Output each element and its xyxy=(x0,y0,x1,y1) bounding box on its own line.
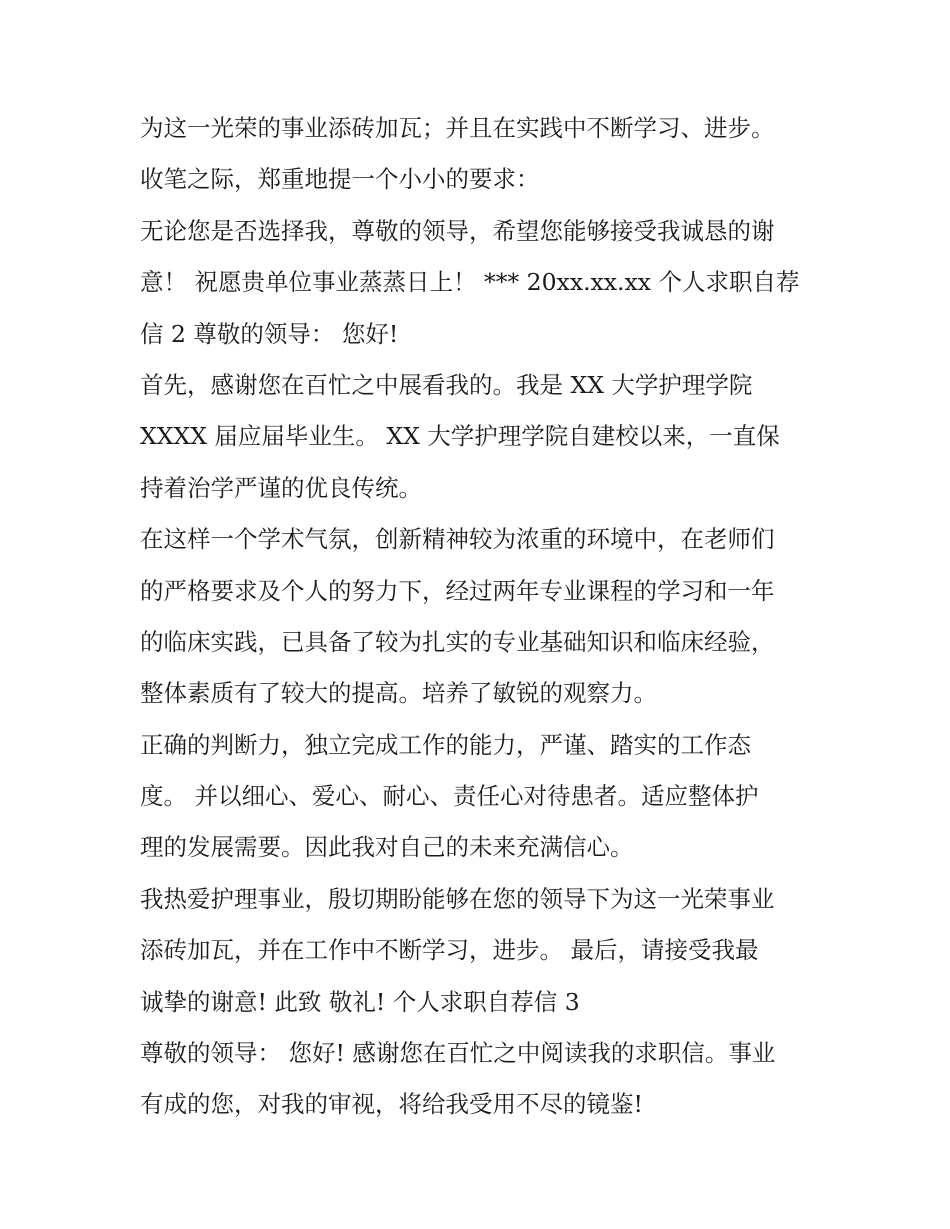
text-line: 正确的判断力，独立完成工作的能力，严谨、踏实的工作态 xyxy=(140,730,751,759)
text-line: 首先，感谢您在百忙之中展看我的。我是 XX 大学护理学院 xyxy=(140,370,753,399)
text-line: 无论您是否选择我，尊敬的领导，希望您能够接受我诚恳的谢 xyxy=(140,216,775,245)
text-line: 理的发展需要。因此我对自己的未来充满信心。 xyxy=(140,833,634,862)
text-line: 整体素质有了较大的提高。培养了敏锐的观察力。 xyxy=(140,679,657,708)
text-line: 我热爱护理事业，殷切期盼能够在您的领导下为这一光荣事业 xyxy=(140,884,775,913)
text-line: 的临床实践，已具备了较为扎实的专业基础知识和临床经验， xyxy=(140,627,775,656)
text-line: 诚挚的谢意! 此致 敬礼! 个人求职自荐信 3 xyxy=(140,987,580,1016)
text-line: 持着治学严谨的优良传统。 xyxy=(140,473,422,502)
text-line: 添砖加瓦，并在工作中不断学习，进步。 最后，请接受我最 xyxy=(140,936,759,965)
text-line: XXXX 届应届毕业生。 XX 大学护理学院自建校以来，一直保 xyxy=(140,422,780,451)
document-body xyxy=(140,103,830,1131)
text-line: 意！ 祝愿贵单位事业蒸蒸日上！ *** 20xx.xx.xx 个人求职自荐 xyxy=(140,268,800,297)
text-line: 为这一光荣的事业添砖加瓦；并且在实践中不断学习、进步。 xyxy=(140,114,775,142)
text-line: 尊敬的领导： 您好! 感谢您在百忙之中阅读我的求职信。事业 xyxy=(140,1039,776,1068)
text-line: 的严格要求及个人的努力下，经过两年专业课程的学习和一年 xyxy=(140,576,775,605)
text-line: 收笔之际，郑重地提一个小小的要求： xyxy=(140,165,540,194)
text-line: 有成的您，对我的审视，将给我受用不尽的镜鉴! xyxy=(140,1090,643,1119)
text-line: 在这样一个学术气氛，创新精神较为浓重的环境中，在老师们 xyxy=(140,525,775,554)
text-line: 度。 并以细心、爱心、耐心、责任心对待患者。适应整体护 xyxy=(140,782,759,811)
text-line: 信 2 尊敬的领导： 您好! xyxy=(140,319,399,348)
